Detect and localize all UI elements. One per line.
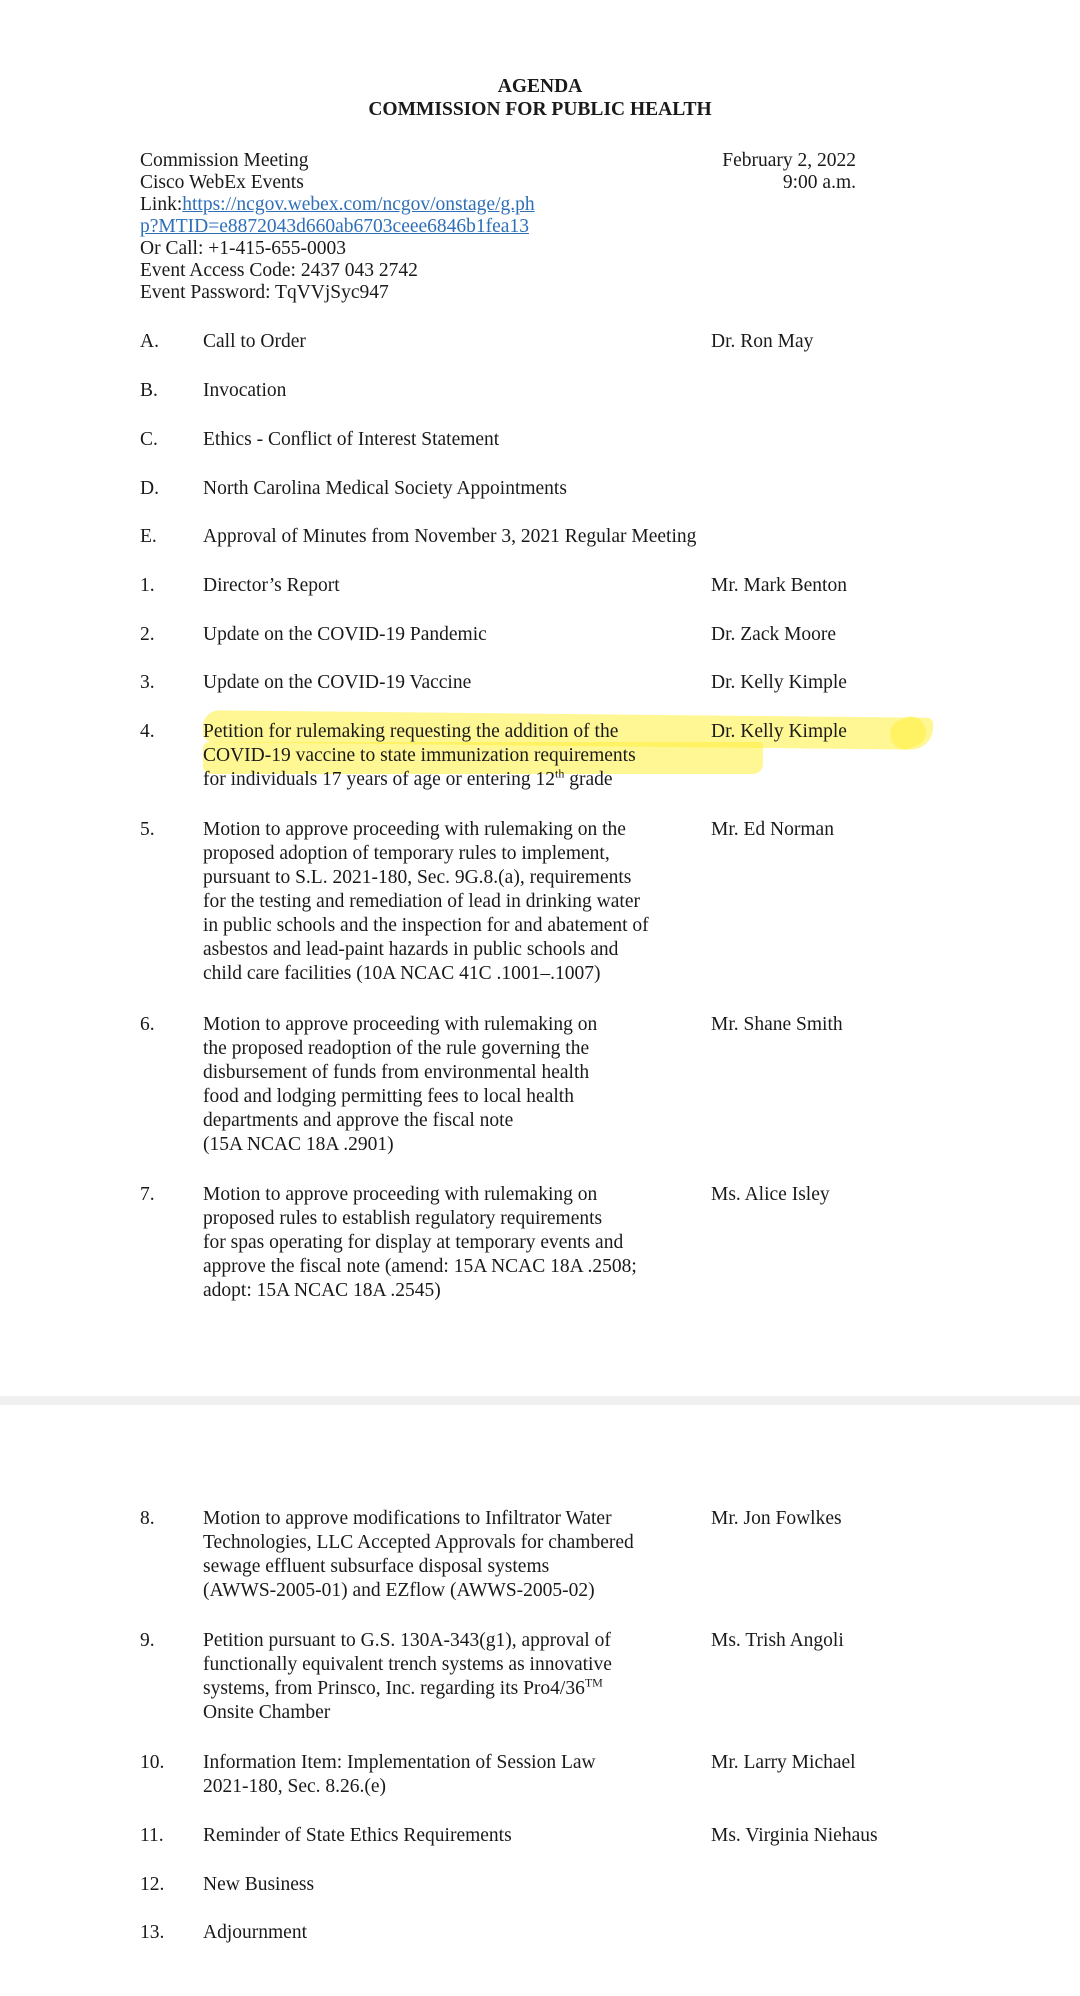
item-text: Reminder of State Ethics Requirements [203,1825,512,1846]
item-number: A. [140,331,159,352]
item-text: Motion to approve proceeding with rulemaking on [203,1184,598,1205]
agenda-title: AGENDA [497,76,583,97]
item-number: C. [140,429,158,450]
item-number: 3. [140,672,155,693]
item-presenter: Dr. Ron May [711,331,814,352]
access-code: Event Access Code: 2437 043 2742 [140,260,418,281]
item-description [203,1751,683,1799]
item-text: proposed rules to establish regulatory requirements [203,1208,603,1229]
item-text: Technologies, LLC Accepted Approvals for chambered [203,1532,634,1553]
item-description [203,525,903,549]
item-description [203,1507,683,1603]
item-text: functionally equivalent trench systems as innovative [203,1654,612,1675]
item-text: disbursement of funds from environmental health [203,1062,590,1083]
item-text: New Business [203,1874,315,1895]
item-description [203,1873,683,1897]
item-number: 12. [140,1874,165,1895]
item-presenter: Mr. Mark Benton [711,575,847,596]
item-presenter: Dr. Zack Moore [711,624,837,645]
item-text: Petition for rulemaking requesting the addition of the [203,721,619,742]
item-presenter: Ms. Trish Angoli [711,1630,844,1651]
item-presenter: Ms. Virginia Niehaus [711,1825,878,1846]
item-text: Update on the COVID-19 Pandemic [203,624,487,645]
meeting-link-line [140,194,535,216]
item-number: 5. [140,819,155,840]
item-number: B. [140,380,158,401]
item-text: food and lodging permitting fees to local health [203,1086,574,1107]
event-password: Event Password: TqVVjSyc947 [140,282,389,303]
item-text: departments and approve the fiscal note [203,1110,514,1131]
item-text-part: grade [564,769,613,790]
item-text: Director’s Report [203,575,340,596]
item-number: 9. [140,1630,155,1651]
ordinal-suffix: th [554,766,565,781]
item-number: D. [140,478,159,499]
item-text: approve the fiscal note (amend: 15A NCAC 18A .2508; [203,1256,637,1277]
item-text [203,1677,683,1701]
webex-link-continued[interactable]: p?MTID=e8872043d660ab6703ceee6846b1fea13 [140,216,529,237]
item-text: Update on the COVID-19 Vaccine [203,672,472,693]
item-text [203,768,683,792]
item-number: 6. [140,1014,155,1035]
item-description [203,818,683,986]
item-text: proposed adoption of temporary rules to implement, [203,843,610,864]
meeting-link-line-2 [140,216,535,238]
item-description [203,477,683,501]
agenda-page-2 [0,1405,1080,1996]
item-text: asbestos and lead-paint hazards in public schools and [203,939,619,960]
item-description [203,379,683,403]
item-description [203,428,683,452]
item-description [203,720,683,792]
item-text: Approval of Minutes from November 3, 2021 Regular Meeting [203,526,697,547]
item-description [203,671,683,695]
item-text: adopt: 15A NCAC 18A .2545) [203,1280,441,1301]
item-description [203,1921,683,1945]
item-text: Motion to approve proceeding with rulemaking on [203,1014,598,1035]
item-text: Motion to approve modifications to Infiltrator Water [203,1508,612,1529]
item-presenter: Mr. Larry Michael [711,1752,856,1773]
item-number: 7. [140,1184,155,1205]
link-prefix: Link: [140,194,183,215]
item-text: for the testing and remediation of lead in drinking water [203,891,640,912]
item-text: Ethics - Conflict of Interest Statement [203,429,500,450]
item-number: 4. [140,721,155,742]
meeting-time: 9:00 a.m. [782,172,856,193]
meeting-type: Commission Meeting [140,150,309,171]
item-text-part: for individuals 17 years of age or entering 12 [203,769,555,790]
item-text: for spas operating for display at temporary events and [203,1232,624,1253]
item-presenter: Ms. Alice Isley [711,1184,830,1205]
item-number: 10. [140,1752,165,1773]
item-number: E. [140,526,157,547]
call-number: Or Call: +1-415-655-0003 [140,238,346,259]
webex-link[interactable]: https://ncgov.webex.com/ncgov/onstage/g.ph [182,194,535,215]
item-text: in public schools and the inspection for and abatement of [203,915,649,936]
item-description [203,330,683,354]
item-description [203,1824,683,1848]
page-separator [0,1396,1080,1405]
item-text: (15A NCAC 18A .2901) [203,1134,394,1155]
item-number: 11. [140,1825,164,1846]
item-description [203,574,683,598]
meeting-datetime [722,150,856,194]
item-number: 8. [140,1508,155,1529]
trademark-symbol: TM [584,1675,603,1690]
item-presenter: Mr. Shane Smith [711,1014,843,1035]
item-text: Information Item: Implementation of Session Law [203,1752,596,1773]
item-text: Motion to approve proceeding with rulemaking on the [203,819,626,840]
item-description [203,1013,683,1157]
item-number: 13. [140,1922,165,1943]
item-text: Adjournment [203,1922,307,1943]
meeting-platform: Cisco WebEx Events [140,172,304,193]
item-text-part: systems, from Prinsco, Inc. regarding its Pro4/36 [203,1678,585,1699]
item-text: COVID-19 vaccine to state immunization requirements [203,745,636,766]
meeting-info [140,150,535,304]
item-text: sewage effluent subsurface disposal systems [203,1556,550,1577]
item-text: 2021-180, Sec. 8.26.(e) [203,1776,387,1797]
item-text: Call to Order [203,331,306,352]
item-number: 1. [140,575,155,596]
item-presenter: Dr. Kelly Kimple [711,672,847,693]
commission-title: COMMISSION FOR PUBLIC HEALTH [368,99,712,120]
item-presenter: Mr. Ed Norman [711,819,834,840]
item-text: (AWWS-2005-01) and EZflow (AWWS-2005-02) [203,1580,595,1601]
item-presenter: Mr. Jon Fowlkes [711,1508,842,1529]
item-number: 2. [140,624,155,645]
item-text: Invocation [203,380,287,401]
item-description [203,1183,683,1303]
item-text: child care facilities (10A NCAC 41C .1001–.1007) [203,963,601,984]
item-description [203,623,683,647]
item-text: the proposed readoption of the rule governing the [203,1038,590,1059]
item-text: pursuant to S.L. 2021-180, Sec. 9G.8.(a), requirements [203,867,632,888]
item-text: Petition pursuant to G.S. 130A-343(g1), approval of [203,1630,611,1651]
item-presenter: Dr. Kelly Kimple [711,721,847,742]
item-text: North Carolina Medical Society Appointments [203,478,567,499]
item-text: Onsite Chamber [203,1702,331,1723]
item-description [203,1629,683,1725]
meeting-date: February 2, 2022 [722,150,856,171]
